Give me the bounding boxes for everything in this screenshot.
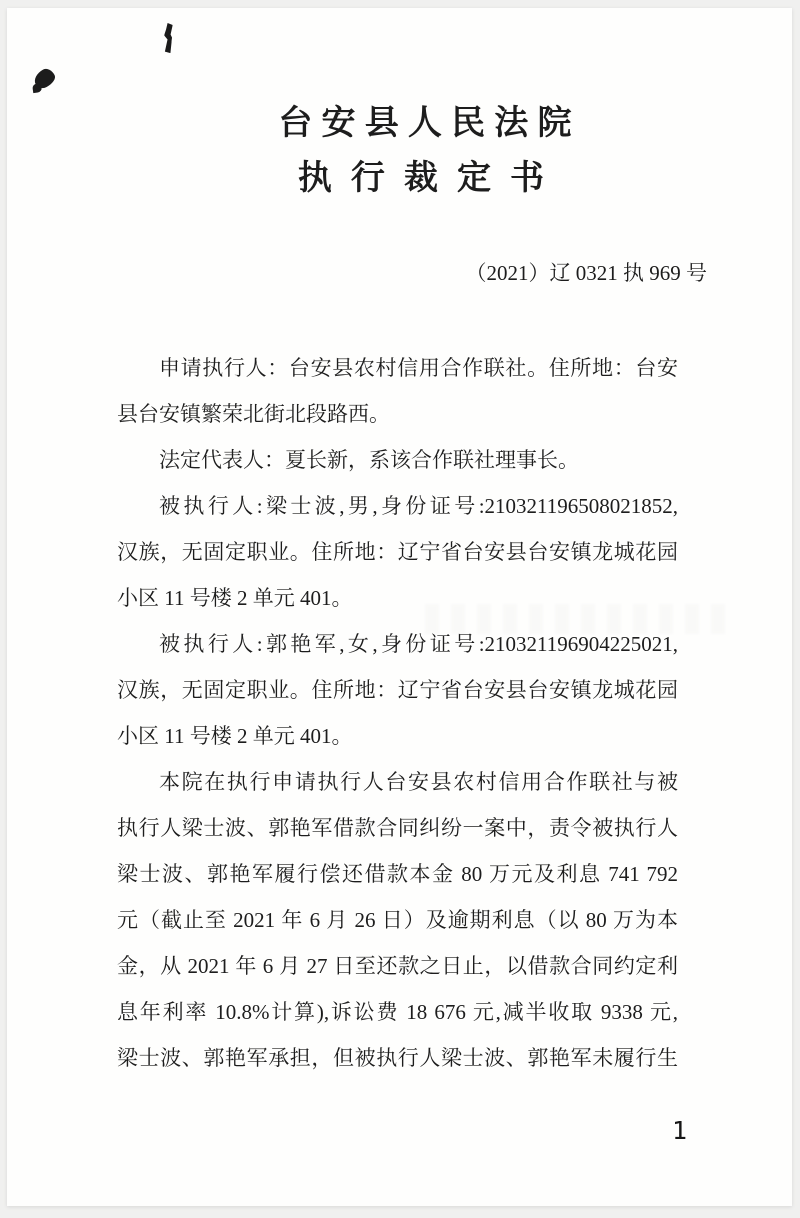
body-line: 汉族，无固定职业。住所地：辽宁省台安县台安镇龙城花园: [117, 678, 678, 702]
document-page: [7, 8, 792, 1206]
body-line: 被执行人:郭艳军,女,身份证号:210321196904225021,: [159, 632, 678, 656]
body-line: 被执行人:梁士波,男,身份证号:210321196508021852,: [159, 494, 678, 518]
body-paragraph: [117, 621, 678, 759]
body-line: 息年利率 10.8%计算),诉讼费 18 676 元,减半收取 9338 元,: [117, 1000, 678, 1024]
body-paragraph: [117, 437, 678, 483]
document-body: [7, 345, 792, 1081]
body-line: 金，从 2021 年 6 月 27 日至还款之日止，以借款合同约定利: [117, 954, 678, 978]
body-line: 执行人梁士波、郭艳军借款合同纠纷一案中，责令被执行人: [117, 816, 678, 840]
ink-mark-icon: [163, 23, 173, 53]
body-line: 小区 11 号楼 2 单元 401。: [117, 724, 353, 748]
body-line: 梁士波、郭艳军承担，但被执行人梁士波、郭艳军未履行生: [117, 1046, 678, 1070]
body-line: 汉族，无固定职业。住所地：辽宁省台安县台安镇龙城花园: [117, 540, 678, 564]
body-line: 本院在执行申请执行人台安县农村信用合作联社与被: [159, 770, 678, 794]
document-type-title: 执行裁定书: [297, 160, 564, 197]
body-line: 元（截止至 2021 年 6 月 26 日）及逾期利息（以 80 万为本: [117, 908, 678, 932]
body-paragraph: [117, 345, 678, 437]
page-number: 1: [672, 1116, 688, 1145]
ink-smudge-icon: [31, 66, 58, 91]
body-line: 申请执行人：台安县农村信用合作联社。住所地：台安: [159, 356, 678, 380]
court-name-title: 台安县人民法院: [278, 105, 581, 142]
body-paragraph: [117, 483, 678, 621]
body-line: 小区 11 号楼 2 单元 401。: [117, 586, 353, 610]
body-line: 法定代表人：夏长新，系该合作联社理事长。: [159, 448, 579, 472]
body-paragraph: [117, 759, 678, 1081]
body-line: 梁士波、郭艳军履行偿还借款本金 80 万元及利息 741 792: [117, 862, 678, 886]
body-line: 县台安镇繁荣北街北段路西。: [117, 402, 390, 426]
case-number: （2021）辽 0321 执 969 号: [465, 261, 707, 285]
bleedthrough-smudge: [425, 604, 725, 634]
